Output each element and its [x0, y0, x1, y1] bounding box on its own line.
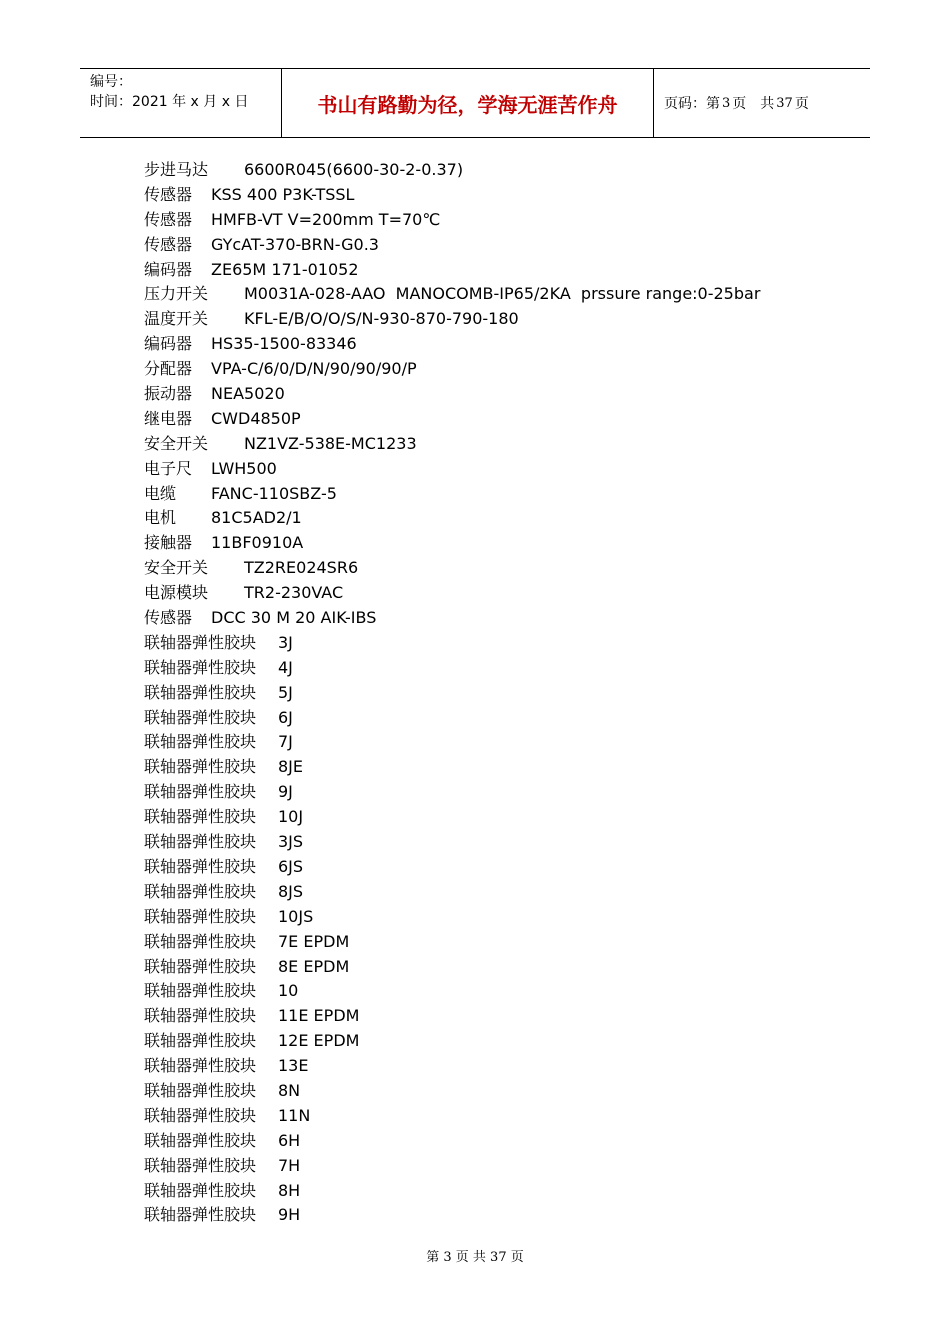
list-item: [144, 755, 760, 780]
list-item: [144, 382, 760, 407]
part-model: 3JS: [278, 832, 304, 852]
part-model: 8JS: [278, 881, 304, 901]
list-item: [144, 482, 760, 507]
part-name: 编码器: [144, 259, 193, 279]
list-item: [144, 855, 760, 880]
part-name: 电机: [144, 508, 177, 528]
part-model: VPA-C/6/0/D/N/90/90/90/P: [211, 359, 417, 379]
part-name: 压力开关: [144, 284, 209, 304]
list-item: [144, 955, 760, 980]
list-item: [144, 282, 760, 307]
part-name: 联轴器弹性胶块: [144, 1130, 257, 1150]
list-item: [144, 407, 760, 432]
part-name: 电源模块: [144, 583, 209, 603]
part-model: 11BF0910A: [211, 533, 304, 553]
part-model: NZ1VZ-538E-MC1233: [244, 433, 417, 453]
list-item: [144, 531, 760, 556]
part-model: 6JS: [278, 856, 304, 876]
part-model: 7E EPDM: [278, 931, 350, 951]
part-model: M0031A-028-AAO MANOCOMB-IP65/2KA prssure range:0-25bar: [244, 284, 761, 304]
list-item: [144, 1054, 760, 1079]
parts-list: [144, 158, 760, 1228]
part-model: FANC-110SBZ-5: [211, 483, 337, 503]
part-name: 联轴器弹性胶块: [144, 856, 257, 876]
list-item: [144, 233, 760, 258]
page-current: 3: [722, 95, 731, 111]
part-name: 联轴器弹性胶块: [144, 682, 257, 702]
part-model: CWD4850P: [211, 408, 301, 428]
part-name: 联轴器弹性胶块: [144, 981, 257, 1001]
list-item: [144, 332, 760, 357]
part-name: 联轴器弹性胶块: [144, 807, 257, 827]
part-name: 联轴器弹性胶块: [144, 1031, 257, 1051]
part-name: 步进马达: [144, 160, 209, 179]
part-model: 7H: [278, 1155, 301, 1175]
part-model: 81C5AD2/1: [211, 508, 302, 528]
header-motto: 书山有路勤为径，学海无涯苦作舟: [282, 69, 654, 137]
part-model: KSS 400 P3K-TSSL: [211, 184, 355, 204]
part-name: 温度开关: [144, 309, 209, 329]
list-item: [144, 631, 760, 656]
part-name: 继电器: [144, 408, 193, 428]
list-item: [144, 183, 760, 208]
part-name: 分配器: [144, 359, 193, 379]
part-name: 联轴器弹性胶块: [144, 956, 257, 976]
list-item: [144, 830, 760, 855]
part-model: 7J: [278, 732, 293, 752]
page-header: [80, 68, 870, 138]
list-item: [144, 258, 760, 283]
document-code-label: 编号：: [90, 74, 132, 90]
page-label-mid: 页 共: [732, 96, 775, 112]
list-item: [144, 357, 760, 382]
page-footer: 第 3 页 共 37 页: [426, 1250, 524, 1265]
part-model: DCC 30 M 20 AIK-IBS: [211, 608, 377, 628]
part-name: 联轴器弹性胶块: [144, 881, 257, 901]
part-name: 联轴器弹性胶块: [144, 1180, 257, 1200]
part-name: 联轴器弹性胶块: [144, 657, 257, 677]
list-item: [144, 1203, 760, 1228]
part-model: HMFB-VT V=200mm T=70℃: [211, 209, 441, 229]
part-name: 编码器: [144, 334, 193, 354]
part-model: 11N: [278, 1105, 311, 1125]
part-model: 8N: [278, 1080, 301, 1100]
part-model: 10J: [278, 807, 304, 827]
part-model: 9J: [278, 782, 293, 802]
list-item: [144, 208, 760, 233]
list-item: [144, 1104, 760, 1129]
list-item: [144, 606, 760, 631]
part-model: 6H: [278, 1130, 301, 1150]
part-model: TZ2RE024SR6: [244, 558, 359, 578]
list-item: [144, 432, 760, 457]
part-model: 13E: [278, 1056, 309, 1076]
part-name: 联轴器弹性胶块: [144, 906, 257, 926]
part-name: 联轴器弹性胶块: [144, 707, 257, 727]
list-item: [144, 1179, 760, 1204]
list-item: [144, 1154, 760, 1179]
part-name: 联轴器弹性胶块: [144, 632, 257, 652]
part-model: 10: [278, 981, 299, 1001]
list-item: [144, 1029, 760, 1054]
part-name: 传感器: [144, 209, 193, 229]
list-item: [144, 979, 760, 1004]
part-name: 联轴器弹性胶块: [144, 1205, 257, 1225]
list-item: [144, 681, 760, 706]
list-item: [144, 930, 760, 955]
part-name: 联轴器弹性胶块: [144, 1080, 257, 1100]
part-name: 联轴器弹性胶块: [144, 1056, 257, 1076]
part-name: 传感器: [144, 234, 193, 254]
list-item: [144, 1129, 760, 1154]
part-model: KFL-E/B/O/O/S/N-930-870-790-180: [244, 309, 519, 329]
header-page-number: [654, 69, 870, 137]
page-label-prefix: 页码：第: [664, 96, 720, 112]
part-name: 电子尺: [144, 458, 193, 478]
part-name: 接触器: [144, 533, 193, 553]
part-model: TR2-230VAC: [244, 583, 344, 603]
part-name: 联轴器弹性胶块: [144, 1155, 257, 1175]
part-model: LWH500: [211, 458, 277, 478]
part-name: 联轴器弹性胶块: [144, 1006, 257, 1026]
part-model: 6J: [278, 707, 293, 727]
part-model: GYcAT-370-BRN-G0.3: [211, 234, 379, 254]
list-item: [144, 805, 760, 830]
list-item: [144, 307, 760, 332]
part-name: 安全开关: [144, 433, 209, 453]
list-item: [144, 706, 760, 731]
part-model: 8JE: [278, 757, 304, 777]
part-model: ZE65M 171-01052: [211, 259, 359, 279]
part-name: 联轴器弹性胶块: [144, 1105, 257, 1125]
list-item: [144, 905, 760, 930]
part-name: 传感器: [144, 184, 193, 204]
list-item: [144, 1079, 760, 1104]
part-model: 8E EPDM: [278, 956, 350, 976]
part-model: 9H: [278, 1205, 301, 1225]
part-name: 电缆: [144, 483, 177, 503]
list-item: [144, 880, 760, 905]
part-name: 振动器: [144, 384, 193, 404]
page-total: 37: [776, 95, 793, 111]
part-model: 4J: [278, 657, 293, 677]
part-model: 5J: [278, 682, 293, 702]
part-model: 3J: [278, 632, 293, 652]
part-model: 12E EPDM: [278, 1031, 360, 1051]
part-model: 6600R045(6600-30-2-0.37): [244, 160, 464, 179]
part-model: 8H: [278, 1180, 301, 1200]
header-meta: [80, 69, 282, 137]
part-model: HS35-1500-83346: [211, 334, 357, 354]
part-name: 联轴器弹性胶块: [144, 832, 257, 852]
part-model: NEA5020: [211, 384, 285, 404]
list-item: [144, 780, 760, 805]
list-item: [144, 1004, 760, 1029]
document-time-label: 时间：2021 年 x 月 x 日: [90, 94, 249, 110]
list-item: [144, 457, 760, 482]
list-item: [144, 581, 760, 606]
list-item: [144, 730, 760, 755]
list-item: [144, 656, 760, 681]
list-item: [144, 506, 760, 531]
part-model: 10JS: [278, 906, 314, 926]
part-name: 联轴器弹性胶块: [144, 782, 257, 802]
page-label-suffix: 页: [794, 96, 809, 112]
part-name: 联轴器弹性胶块: [144, 757, 257, 777]
list-item: [144, 556, 760, 581]
part-name: 联轴器弹性胶块: [144, 732, 257, 752]
part-model: 11E EPDM: [278, 1006, 360, 1026]
part-name: 传感器: [144, 608, 193, 628]
part-name: 联轴器弹性胶块: [144, 931, 257, 951]
list-item: [144, 158, 760, 183]
part-name: 安全开关: [144, 558, 209, 578]
